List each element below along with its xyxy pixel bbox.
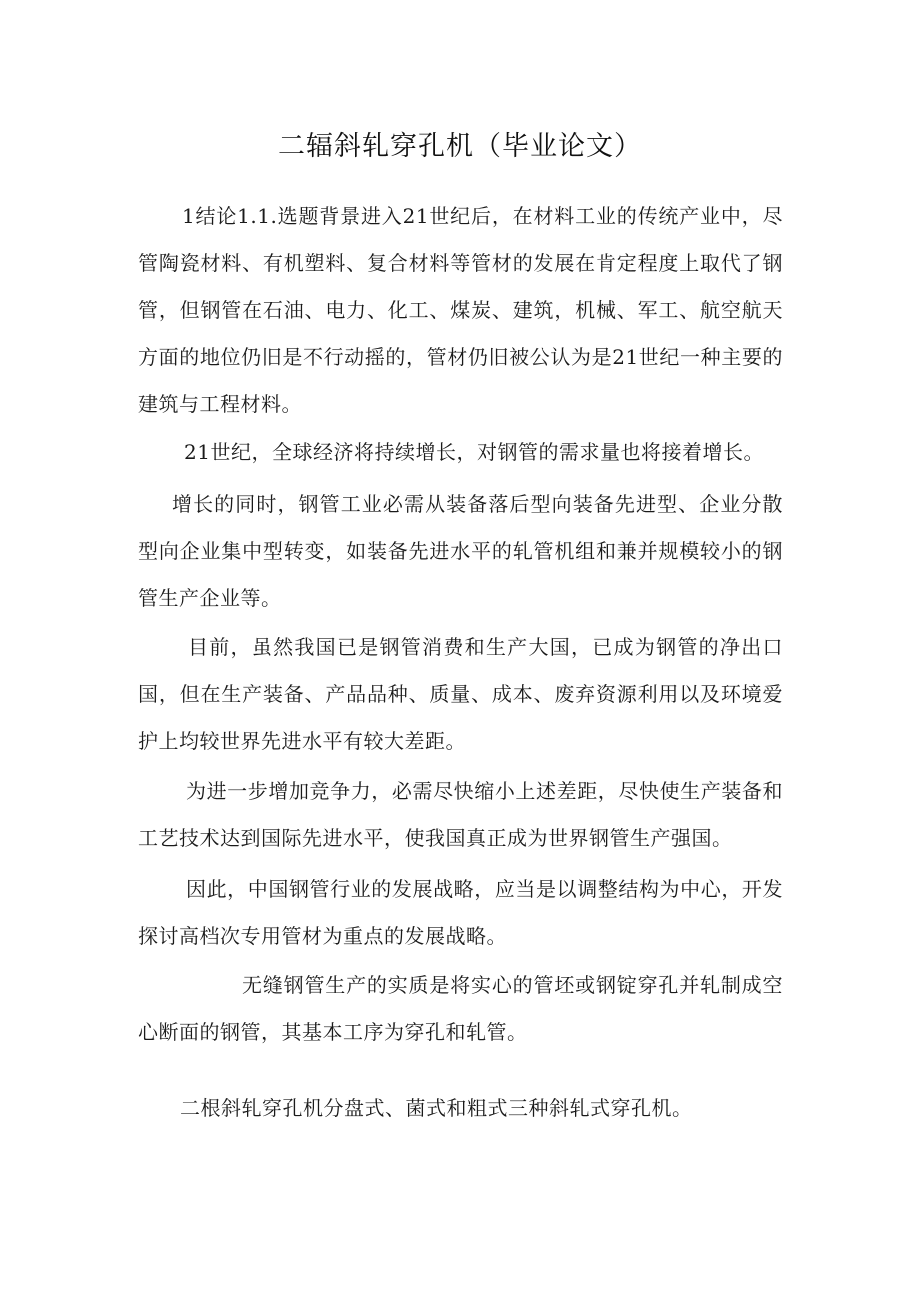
paragraph-economy-growth: 21世纪，全球经济将持续增长，对钢管的需求量也将接着增长。 — [184, 440, 764, 464]
paragraph-strategy: 因此，中国钢管行业的发展战略，应当是以调整结构为中心，开发探讨高档次专用管材为重点的发展战略。 — [138, 877, 783, 948]
paragraph-industry-transformation: 增长的同时，钢管工业必需从装备落后型向装备先进型、企业分散型向企业集中型转变，如装备先进水平的轧管机组和兼并规模较小的钢管生产企业等。 — [138, 492, 783, 610]
paragraph-competitiveness: 为进一步增加竞争力，必需尽快缩小上述差距，尽快使生产装备和工艺技术达到国际先进水平，使我国真正成为世界钢管生产强国。 — [138, 779, 783, 850]
document-title: 二辐斜轧穿孔机（毕业论文） — [278, 131, 642, 162]
paragraph-background: 1结论1.1.选题背景进入21世纪后，在材料工业的传统产业中，尽管陶瓷材料、有机塑料、复合材料等管材的发展在肯定程度上取代了钢管，但钢管在石油、电力、化工、煤炭、建筑，机械、军工、航空航天方面的地位仍旧是不行动摇的，管材仍旧被公认为是21世纪一种主要的建筑与工程材料。 — [138, 204, 783, 416]
paragraph-seamless-pipe: 无缝钢管生产的实质是将实心的管坯或钢锭穿孔并轧制成空心断面的钢管，其基本工序为穿孔和轧管。 — [138, 973, 783, 1044]
paragraph-current-status: 目前，虽然我国已是钢管消费和生产大国，已成为钢管的净出口国，但在生产装备、产品品种、质量、成本、废弃资源利用以及环境爱护上均较世界先进水平有较大差距。 — [138, 635, 783, 753]
paragraph-piercing-mill-types: 二根斜轧穿孔机分盘式、菌式和粗式三种斜轧式穿孔机。 — [180, 1096, 693, 1120]
